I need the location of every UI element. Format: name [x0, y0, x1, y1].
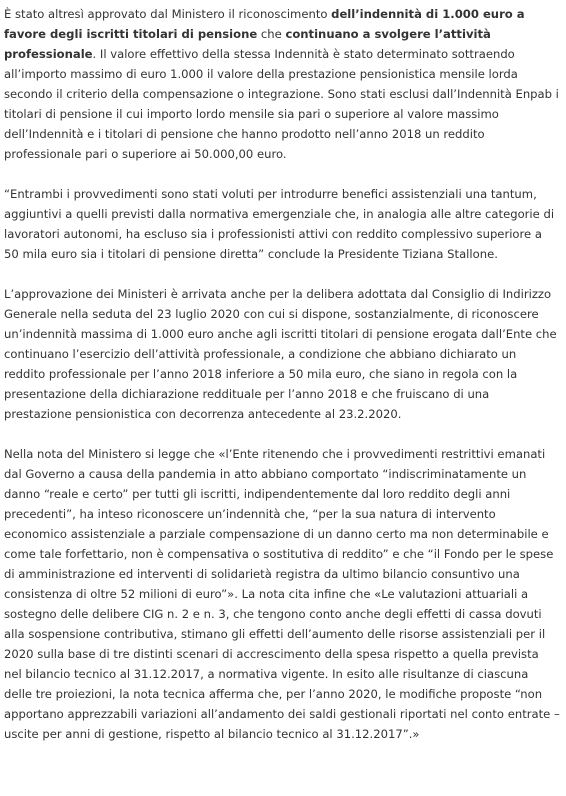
paragraph-indennita-pensionati: [4, 4, 560, 164]
paragraph-approvazione-ministeri: L’approvazione dei Ministeri è arrivata anche per la delibera adottata dal Consiglio di Indirizzo Generale nella seduta del 23 luglio 2020 con cui si dispone, sostanzialmente, di riconoscere un’indennità massima di 1.000 euro anche agli iscritti titolari di pensione erogata dall’Ente che continuano l’esercizio dell’attività professionale, a condizione che abbiano dichiarato un reddito professionale per l’anno 2018 inferiore a 50 mila euro, che siano in regola con la presentazione della dichiarazione reddituale per l’anno 2018 e che fruiscano di una prestazione pensionistica con decorrenza antecedente al 23.2.2020.: [4, 287, 557, 421]
paragraph-quote-presidente: “Entrambi i provvedimenti sono stati voluti per introdurre benefici assistenziali una tantum, aggiuntivi a quelli previsti dalla normativa emergenziale che, in analogia alle altre categorie di lavoratori autonomi, ha escluso sia i professionisti attivi con reddito complessivo superiore a 50 mila euro sia i titolari di pensione diretta” conclude la Presidente Tiziana Stallone.: [4, 187, 555, 261]
paragraph-nota-ministero: Nella nota del Ministero si legge che «l’Ente ritenendo che i provvedimenti restrittivi emanati dal Governo a causa della pandemia in atto abbiano comportato “indiscriminatamente un danno “reale e certo” per tutti gli iscritti, indipendentemente dal loro reddito degli anni precedenti”, ha inteso riconoscere un’indennità che, “per la sua natura di intervento economico assistenziale a parziale compensazione di un danno certo ma non determinabile e come tale forfettario, non è compensativa o sostitutiva di reddito” e che “il Fondo per le spese di amministrazione ed interventi di solidarietà registra da ultimo bilancio consuntivo una consistenza di oltre 52 milioni di euro”». La nota cita infine che «Le valutazioni attuariali a sostegno delle delibere CIG n. 2 e n. 3, che tengono conto anche degli effetti di cassa dovuti alla sospensione contributiva, stimano gli effetti dell’aumento delle risorse assistenziali per il 2020 sulla base di tre distinti scenari di accrescimento della spesa rispetto a quella prevista nel bilancio tecnico al 31.12.2017, a normativa vigente. In esito alle risultanze di ciascuna delle tre proiezioni, la nota tecnica afferma che, per l’anno 2020, le modifiche proposte “non apportano apprezzabili variazioni all’andamento dei saldi gestionali riportati nel conto entrate – uscite per anni di gestione, rispetto al bilancio tecnico al 31.12.2017”.»: [4, 447, 560, 741]
paragraph-text: che: [257, 27, 286, 41]
bold-text-indennita: dell’indennità di 1.000 euro a favore degli iscritti titolari di pensione: [4, 7, 525, 41]
paragraph-text: È stato altresì approvato dal Ministero il riconoscimento: [4, 7, 332, 21]
bold-text-attivita: continuano a svolgere l’attività professionale: [4, 27, 491, 61]
paragraph-text: . Il valore effettivo della stessa Indennità è stato determinato sottraendo all’importo massimo di euro 1.000 il valore della prestazione pensionistica mensile lorda secondo il criterio della compensazione o integrazione. Sono stati esclusi dall’Indennità Enpab i titolari di pensione il cui importo lordo mensile sia pari o superiore al valore massimo dell’Indennità e i titolari di pensione che hanno prodotto nell’anno 2018 un reddito professionale pari o superiore ai 50.000,00 euro.: [4, 47, 559, 161]
